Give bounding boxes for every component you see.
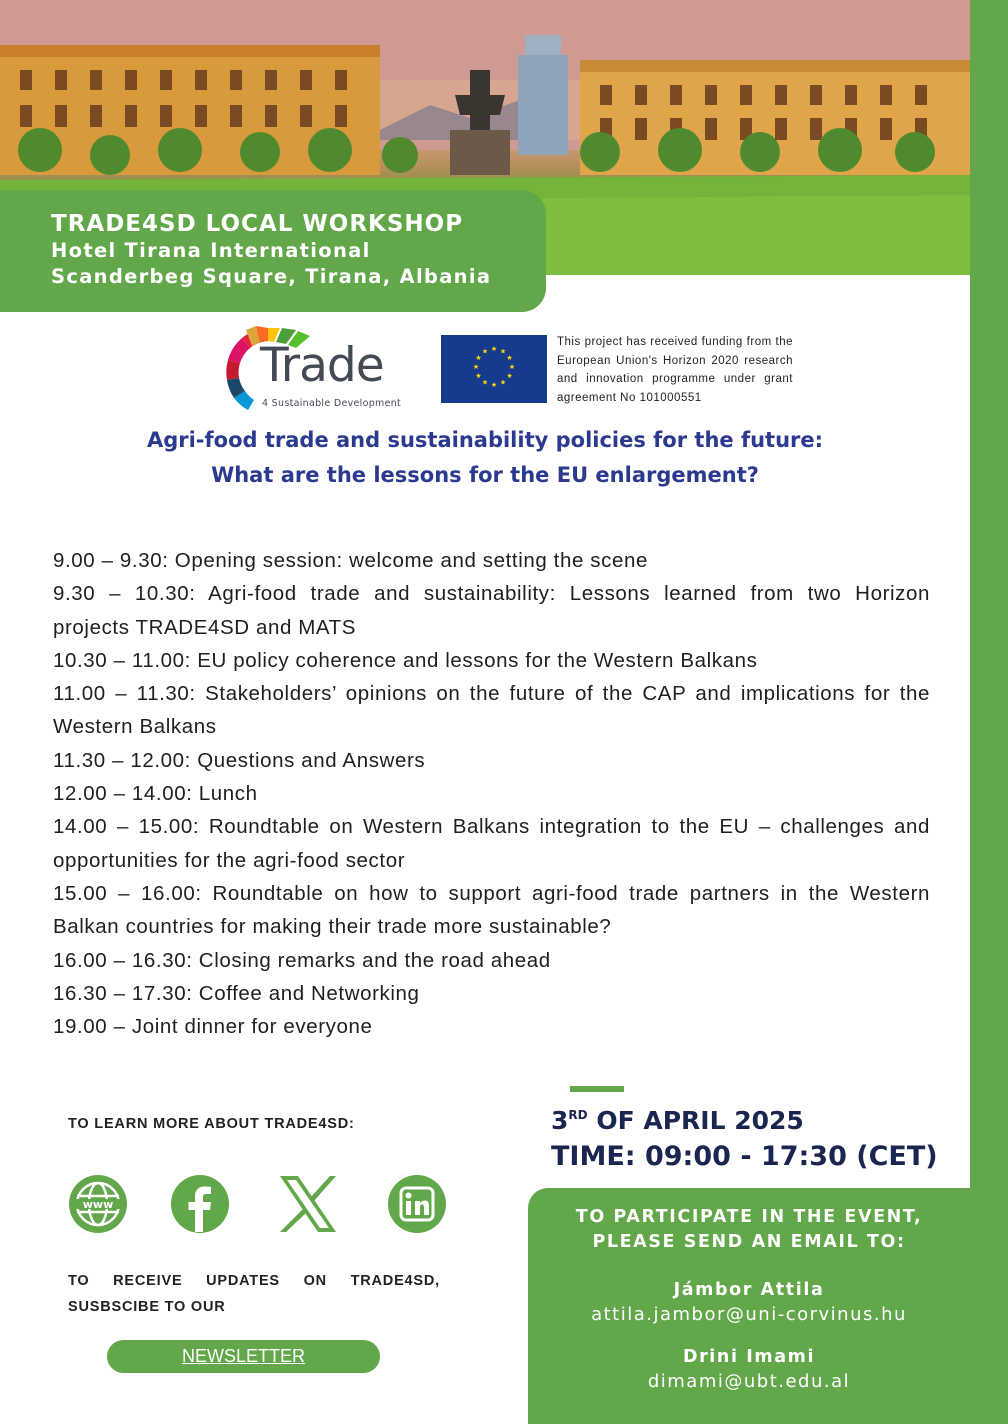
agenda-item: 19.00 – Joint dinner for everyone <box>53 1015 373 1039</box>
event-title-line1: Agri-food trade and sustainability policies for the future: <box>146 428 824 452</box>
participate-heading-1: TO PARTICIPATE IN THE EVENT, <box>575 1207 923 1227</box>
svg-text:★: ★ <box>499 378 507 387</box>
svg-text:★: ★ <box>499 347 507 356</box>
date-rest: OF APRIL 2025 <box>587 1106 804 1135</box>
agenda-item: 9.30 – 10.30: Agri-food trade and sustainability: Lessons learned from two Horizon projects TRADE4SD and MATS <box>53 582 930 639</box>
agenda-item: 9.00 – 9.30: Opening session: welcome and setting the scene <box>53 549 648 572</box>
event-title-line2: What are the lessons for the EU enlargement? <box>211 463 759 487</box>
date-suffix: RD <box>568 1108 588 1122</box>
event-time: TIME: 09:00 - 17:30 (CET) <box>551 1141 938 1172</box>
svg-text:★: ★ <box>481 378 489 387</box>
newsletter-prompt: TO RECEIVE UPDATES ON TRADE4SD, SUSBSCIBE TO OUR <box>68 1273 440 1315</box>
participate-heading-2: PLEASE SEND AN EMAIL TO: <box>592 1232 906 1252</box>
contact-name: Jámbor Attila <box>673 1280 825 1300</box>
svg-text:★: ★ <box>472 363 480 371</box>
trade-logo-word: Trade <box>260 338 384 393</box>
venue-address: Scanderbeg Square, Tirana, Albania <box>51 265 492 288</box>
trade-logo-subtitle: 4 Sustainable Development <box>262 398 402 409</box>
svg-text:★: ★ <box>475 372 482 380</box>
www-label: www <box>82 1198 114 1211</box>
agenda-item: 16.30 – 17.30: Coffee and Networking <box>53 981 420 1005</box>
contact-email-link[interactable]: dimami@ubt.edu.al <box>647 1371 851 1392</box>
workshop-title: TRADE4SD LOCAL WORKSHOP <box>51 211 464 237</box>
event-date <box>551 1106 804 1135</box>
participate-box <box>528 1188 1008 1424</box>
svg-text:★: ★ <box>508 363 516 371</box>
svg-text:★: ★ <box>490 381 498 389</box>
newsletter-button[interactable]: NEWSLETTER <box>107 1340 380 1373</box>
agenda-item: 10.30 – 11.00: EU policy coherence and lessons for the Western Balkans <box>53 648 758 672</box>
svg-text:★: ★ <box>490 345 498 353</box>
svg-text:★: ★ <box>506 354 513 362</box>
svg-text:★: ★ <box>506 372 513 380</box>
date-accent-bar <box>570 1086 624 1092</box>
www-globe-icon[interactable] <box>68 1174 128 1234</box>
eu-flag-icon <box>441 335 547 403</box>
facebook-icon[interactable] <box>170 1174 230 1234</box>
contact-email-link[interactable]: attila.jambor@uni-corvinus.hu <box>591 1304 907 1325</box>
agenda-item: 11.00 – 11.30: Stakeholders’ opinions on the future of the CAP and implications for the Western Balkans <box>53 682 930 739</box>
date-day: 3 <box>551 1106 569 1135</box>
svg-text:★: ★ <box>475 354 482 362</box>
eu-funding-statement: This project has received funding from the European Union's Horizon 2020 research and innovation programme under grant agreement No 101000551 <box>557 336 793 404</box>
svg-text:★: ★ <box>481 347 489 356</box>
agenda-item: 12.00 – 14.00: Lunch <box>53 782 258 806</box>
venue-name: Hotel Tirana International <box>51 239 371 262</box>
agenda-item: 15.00 – 16.00: Roundtable on how to support agri-food trade partners in the Western Balkan countries for making their trade more sustainable? <box>53 881 930 939</box>
contact-name: Drini Imami <box>682 1347 816 1367</box>
agenda-item: 11.30 – 12.00: Questions and Answers <box>53 748 426 772</box>
x-icon[interactable] <box>278 1174 338 1234</box>
agenda-list <box>53 544 930 1043</box>
agenda-item: 14.00 – 15.00: Roundtable on Western Balkans integration to the EU – challenges and opportunities for the agri-food sector <box>53 815 930 872</box>
learn-more-heading: TO LEARN MORE ABOUT TRADE4SD: <box>68 1116 355 1132</box>
agenda-item: 16.00 – 16.30: Closing remarks and the road ahead <box>53 948 551 972</box>
header-banner <box>0 190 546 312</box>
linkedin-icon[interactable] <box>387 1174 447 1234</box>
